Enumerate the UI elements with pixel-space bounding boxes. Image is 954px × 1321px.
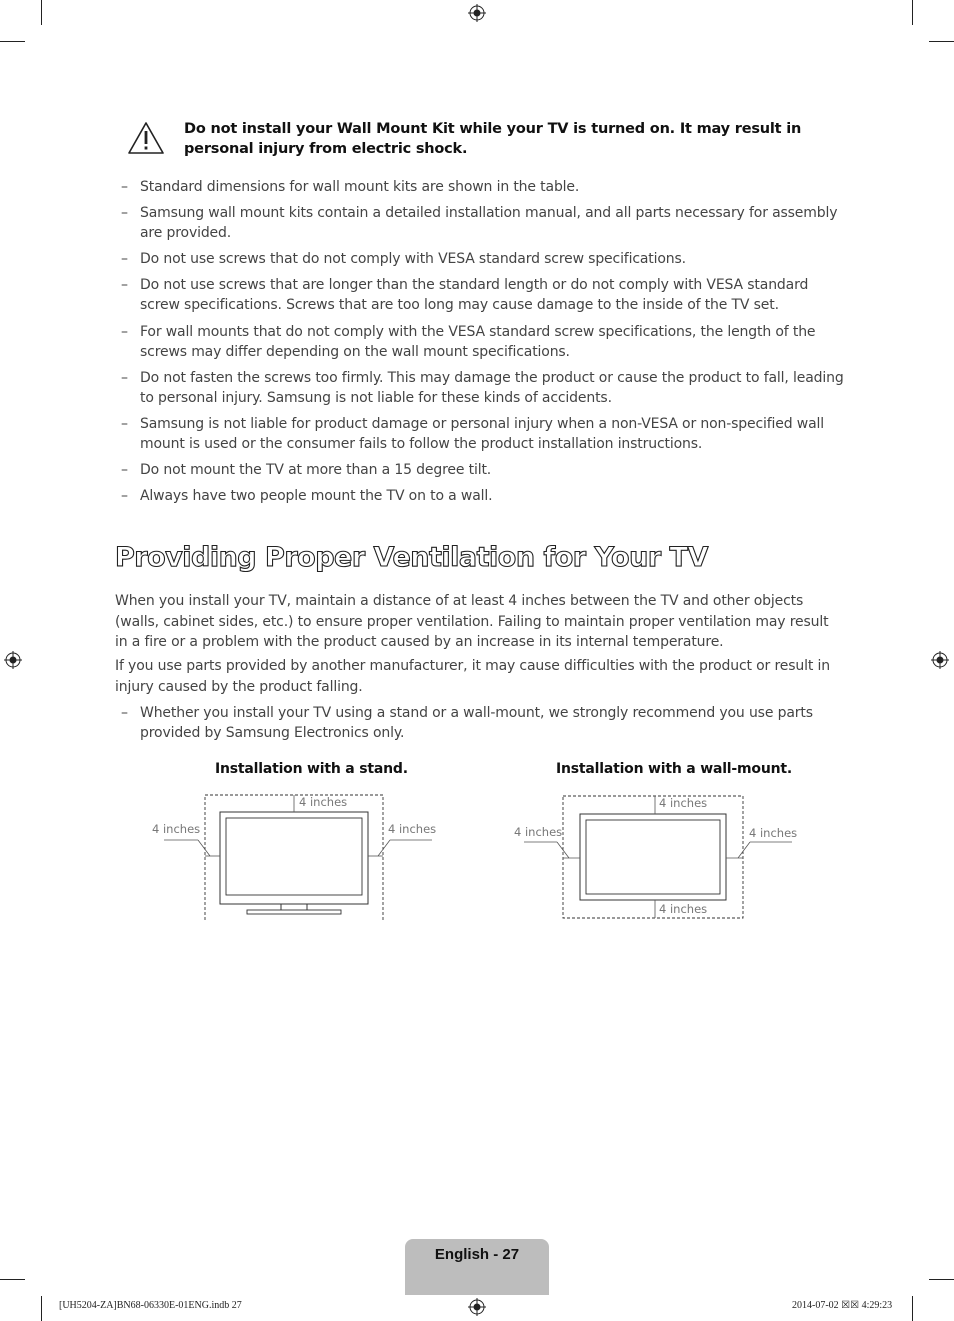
- list-dash: –: [121, 705, 128, 721]
- crop-mark: [912, 0, 913, 25]
- dimension-label-bottom: 4 inches: [659, 902, 708, 916]
- list-dash: –: [121, 370, 128, 386]
- caution-triangle-icon: [127, 121, 165, 155]
- stand-installation-diagram: [150, 790, 450, 925]
- dimension-label-top: 4 inches: [659, 796, 708, 810]
- crop-mark: [929, 41, 954, 42]
- list-dash: –: [121, 205, 128, 221]
- list-item: Samsung is not liable for product damage or personal injury when a non-VESA or non-specified wall mount is used or the consumer fails to follow the product installation instructions.: [140, 416, 824, 452]
- dimension-label-left: 4 inches: [152, 822, 201, 836]
- section-heading: Providing Proper Ventilation for Your TV: [115, 542, 708, 573]
- print-slug-left: [UH5204-ZA]BN68-06330E-01ENG.indb 27: [59, 1300, 242, 1311]
- crop-mark: [0, 1279, 25, 1280]
- list-item: Do not fasten the screws too firmly. This may damage the product or cause the product to fall, leading to personal injury. Samsung is not liable for these kinds of accidents.: [140, 370, 844, 406]
- print-slug-right: 2014-07-02 ☒☒ 4:29:23: [792, 1300, 893, 1311]
- list-dash: –: [121, 416, 128, 432]
- paragraph: When you install your TV, maintain a distance of at least 4 inches between the TV and other objects (walls, cabinet sides, etc.) to ensure proper ventilation. Failing to maintain proper ventilation may result in a fire or a problem with the product caused by an increase in its internal temperature.: [115, 593, 829, 650]
- crop-mark: [0, 41, 25, 42]
- list-item: Do not use screws that do not comply with VESA standard screw specifications.: [140, 251, 686, 267]
- diagram-title-stand: Installation with a stand.: [215, 761, 408, 777]
- crop-mark: [912, 1296, 913, 1321]
- list-item: For wall mounts that do not comply with the VESA standard screw specifications, the length of the screws may differ depending on the wall mount specifications.: [140, 324, 816, 360]
- crop-mark: [929, 1279, 954, 1280]
- list-dash: –: [121, 277, 128, 293]
- crop-mark: [41, 0, 42, 25]
- list-item: Do not mount the TV at more than a 15 degree tilt.: [140, 462, 492, 478]
- registration-mark-icon: [468, 4, 486, 22]
- registration-mark-icon: [468, 1298, 486, 1316]
- registration-mark-icon: [4, 651, 22, 669]
- list-item: Samsung wall mount kits contain a detailed installation manual, and all parts necessary for assembly are provided.: [140, 205, 838, 241]
- crop-mark: [41, 1296, 42, 1321]
- page-number: English - 27: [434, 1246, 520, 1263]
- list-dash: –: [121, 251, 128, 267]
- dimension-label-left: 4 inches: [514, 825, 563, 839]
- diagram-title-wall: Installation with a wall-mount.: [556, 761, 792, 777]
- list-item: Standard dimensions for wall mount kits are shown in the table.: [140, 179, 580, 195]
- list-dash: –: [121, 462, 128, 478]
- list-dash: –: [121, 488, 128, 504]
- list-item: Always have two people mount the TV on to a wall.: [140, 488, 493, 504]
- list-dash: –: [121, 179, 128, 195]
- dimension-label-right: 4 inches: [388, 822, 437, 836]
- list-item: Do not use screws that are longer than the standard length or do not comply with VESA standard screw specifications. Screws that are too long may cause damage to the inside of the TV set.: [140, 277, 809, 313]
- paragraph: If you use parts provided by another manufacturer, it may cause difficulties with the product or result in injury caused by the product falling.: [115, 658, 830, 695]
- dimension-label-top: 4 inches: [299, 795, 348, 809]
- list-dash: –: [121, 324, 128, 340]
- dimension-label-right: 4 inches: [749, 826, 798, 840]
- warning-text: Do not install your Wall Mount Kit while your TV is turned on. It may result in personal injury from electric shock.: [184, 121, 802, 157]
- list-item: Whether you install your TV using a stand or a wall-mount, we strongly recommend you use parts provided by Samsung Electronics only.: [140, 705, 813, 741]
- registration-mark-icon: [931, 651, 949, 669]
